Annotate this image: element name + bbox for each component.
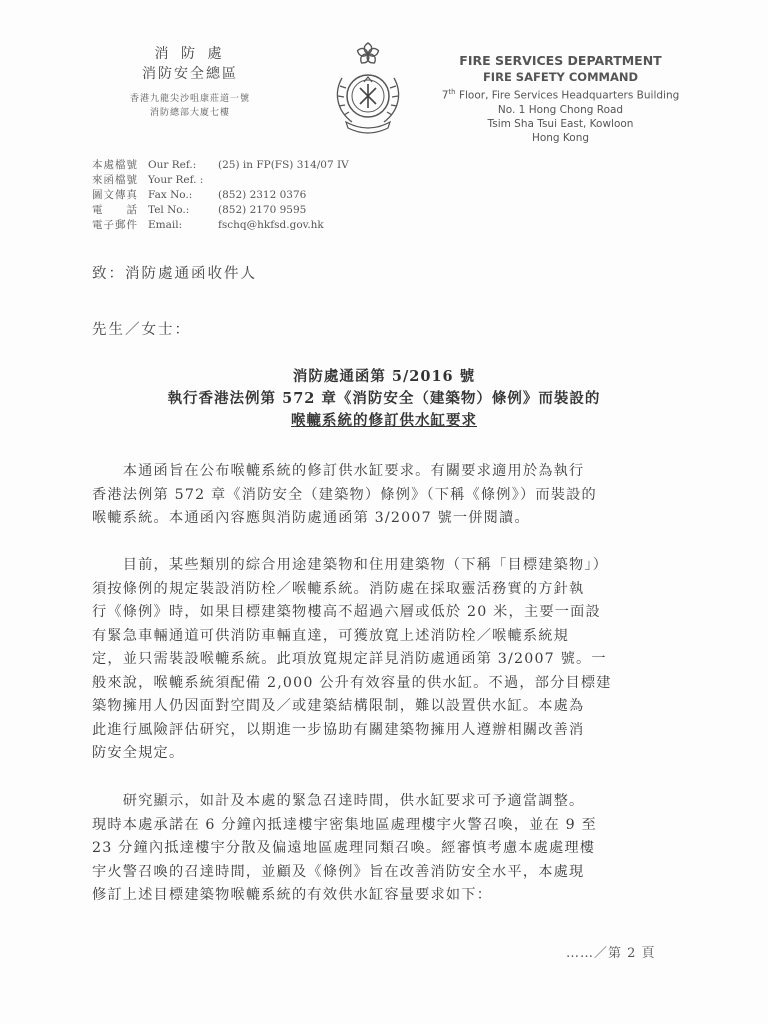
paragraph-3: [92, 790, 680, 908]
paragraph-line: 此進行風險評估研究，以期進一步協助有關建築物擁用人遵辦相關改善消: [92, 721, 585, 738]
paragraph-line: 行《條例》時，如果目標建築物樓高不超過六層或低於 20 米，主要一面設: [92, 604, 601, 620]
paragraph-line: 研究顯示，如計及本處的緊急召達時間，供水缸要求可予適當調整。: [92, 793, 585, 809]
reference-label-english: Fax No.:: [148, 189, 193, 201]
reference-label-chinese: 本處檔號: [92, 159, 138, 171]
paragraph-1: [92, 460, 680, 531]
circular-subject-underlined: 喉轆系統的修訂供水缸要求: [291, 412, 477, 429]
circular-subject: 執行香港法例第 572 章《消防安全（建築物）條例》而裝設的: [167, 390, 601, 407]
reference-value: (25) in FP(FS) 314/07 IV: [218, 159, 349, 171]
paragraph-line: 修訂上述目標建築物喉轆系統的有效供水缸容量要求如下：: [92, 887, 493, 903]
paragraph-line: 23 分鐘內抵達樓宇分散及偏遠地區處理同類召喚。經審慎考慮本處處理樓: [92, 840, 596, 856]
paragraph-line: 般來說，喉轆系統須配備 2,000 公升有效容量的供水缸。不過，部分目標建: [92, 674, 612, 691]
paragraph-line: 本通函旨在公布喉轆系統的修訂供水缸要求。有關要求適用於為執行: [92, 463, 585, 479]
address-english-line: Tsim Sha Tsui East, Kowloon: [487, 117, 634, 130]
paragraph-line: 香港法例第 572 章《消防安全（建築物）條例》（下稱《條例》）而裝設的: [92, 486, 597, 503]
paragraph-line: 防安全規定。: [92, 745, 185, 761]
reference-row: [92, 173, 349, 188]
reference-label-english: Our Ref.:: [148, 159, 197, 171]
floor-text: Floor, Fire Services Headquarters Building: [455, 89, 680, 102]
paragraph-line: 築物擁用人仍因面對空間及／或建築結構限制，難以設置供水缸。本處為: [92, 698, 585, 714]
floor-number: 7: [441, 89, 449, 102]
reference-label-english: Tel No.:: [148, 204, 190, 216]
department-name-english: FIRE SERVICES DEPARTMENT: [459, 53, 662, 68]
circular-number: 消防處通函第 5/2016 號: [292, 368, 476, 385]
reference-label-english: Email:: [148, 219, 183, 231]
reference-label-english: Your Ref. :: [148, 174, 204, 186]
reference-label-chinese: 電 話: [92, 204, 138, 216]
telephone-number: (852) 2170 9595: [218, 204, 307, 216]
reference-label-chinese: 電子郵件: [92, 219, 138, 231]
fax-number: (852) 2312 0376: [218, 189, 307, 201]
paragraph-2: [92, 554, 680, 766]
floor-suffix: th: [448, 88, 456, 96]
address-english-line: No. 1 Hong Chong Road: [497, 103, 624, 116]
paragraph-line: 喉轆系統。本通函內容應與消防處通函第 3/2007 號一併閱讀。: [92, 510, 530, 526]
recipient-line: 致：消防處通函收件人: [92, 266, 257, 282]
circular-title: [0, 366, 768, 432]
reference-label-chinese: 來函檔號: [92, 174, 138, 186]
address-chinese-line: 消防總部大廈七樓: [149, 108, 230, 118]
reference-label-chinese: 圖文傳真: [92, 189, 138, 201]
department-name-chinese: 消 防 處: [154, 46, 226, 62]
reference-row: [92, 203, 349, 218]
letterhead-chinese: [80, 44, 300, 120]
reference-row: [92, 158, 349, 173]
email-address: fschq@hkfsd.gov.hk: [218, 219, 324, 231]
paragraph-line: 有緊急車輛通道可供消防車輛直達，可獲放寬上述消防栓／喉轆系統規: [92, 627, 570, 644]
fire-services-crest-icon: [326, 38, 410, 136]
paragraph-line: 現時本處承諾在 6 分鐘內抵達樓宇密集地區處理樓宇火警召喚，並在 9 至: [92, 816, 597, 833]
reference-row: [92, 218, 349, 233]
address-english-line: Hong Kong: [531, 131, 590, 144]
paragraph-line: 定，並只需裝設喉轆系統。此項放寬規定詳見消防處通函第 3/2007 號。一: [92, 651, 607, 667]
reference-block: [92, 158, 349, 233]
letterhead-english: [428, 52, 693, 145]
paragraph-line: 須按條例的規定裝設消防栓／喉轆系統。消防處在採取靈活務實的方針執: [92, 580, 585, 597]
command-name-english: FIRE SAFETY COMMAND: [482, 70, 639, 84]
address-chinese-line: 香港九龍尖沙咀康莊道一號: [129, 94, 250, 104]
reference-row: [92, 188, 349, 203]
paragraph-line: 目前，某些類別的綜合用途建築物和住用建築物（下稱「目標建築物」）: [92, 557, 609, 573]
paragraph-line: 宇火警召喚的召達時間，並顧及《條例》旨在改善消防安全水平，本處現: [92, 863, 585, 880]
command-name-chinese: 消防安全總區: [142, 66, 238, 82]
address-english-line: [428, 85, 693, 103]
continued-page-marker: ……／第 2 頁: [566, 946, 656, 961]
salutation: 先生／女士：: [92, 322, 191, 338]
address-chinese: [80, 92, 300, 120]
